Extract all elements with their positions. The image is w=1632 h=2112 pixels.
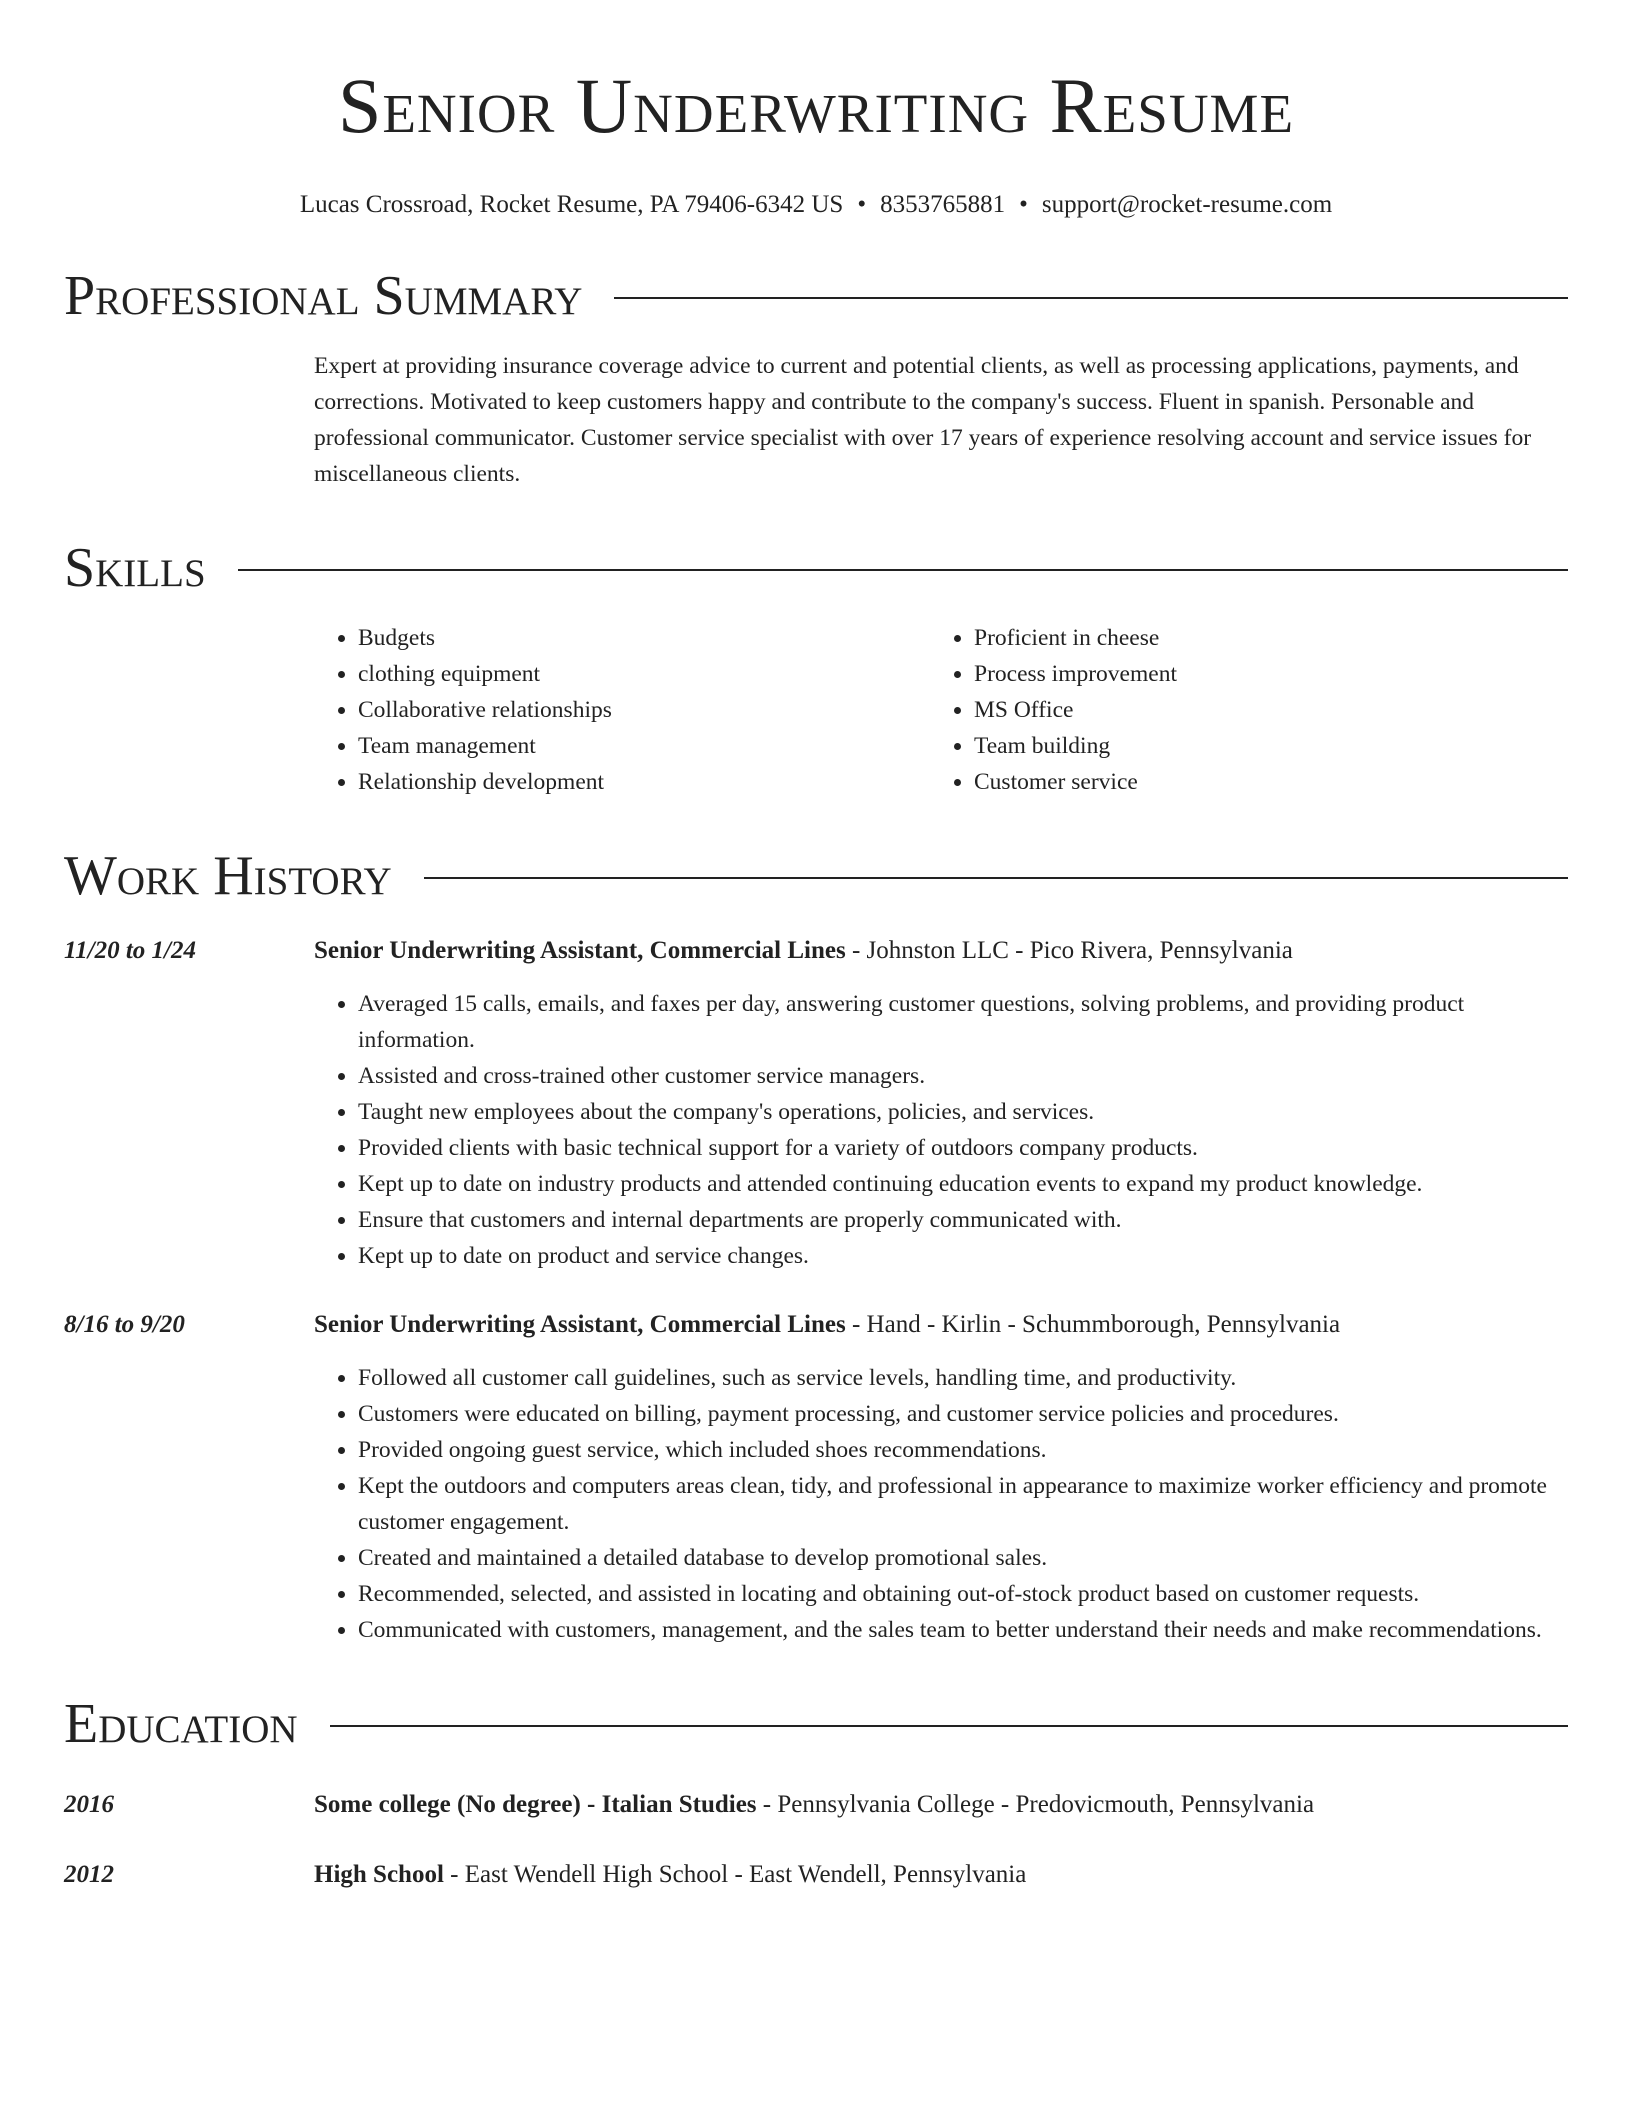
contact-separator: • [1019, 191, 1028, 218]
job-bullet: • Ensure that customers and internal departments are properly communicated with. [358, 1202, 1568, 1238]
job-bullet: • Taught new employees about the company's operations, policies, and services. [358, 1094, 1568, 1130]
skill-item: • Process improvement [974, 656, 1546, 692]
skills-heading: Skills [64, 537, 206, 599]
education-details: - East Wendell High School - East Wendell, Pennsylvania [443, 1861, 1027, 1888]
job-bullet: • Assisted and cross-trained other customer service managers. [358, 1058, 1568, 1094]
job-bullets [314, 986, 1568, 1274]
skill-item: • MS Office [974, 692, 1546, 728]
education-details: - Pennsylvania College - Predovicmouth, Pennsylvania [756, 1791, 1315, 1818]
summary-text: Expert at providing insurance coverage advice to current and potential clients, as well as processing applications, payments, and corrections. Motivated to keep customers happy and contribute to the company's success. Fluent in spanish. Personable and professional communicator. Customer service specialist with over 17 years of experience resolving account and service issues for miscellaneous clients. [314, 353, 1532, 487]
job-bullet: • Recommended, selected, and assisted in locating and obtaining out-of-stock product based on customer requests. [358, 1576, 1568, 1612]
education-entry [64, 1858, 1568, 1892]
contact-address: Lucas Crossroad, Rocket Resume, PA 79406-6342 US [299, 191, 844, 218]
education-degree: High School [314, 1861, 444, 1888]
skills-section-header [64, 536, 1568, 600]
job-details: - Johnston LLC - Pico Rivera, Pennsylvania [845, 937, 1293, 964]
job-dates: 11/20 to 1/24 [64, 937, 196, 964]
job-dates: 8/16 to 9/20 [64, 1311, 185, 1338]
job-info [314, 934, 1568, 968]
education-section-header [64, 1692, 1568, 1756]
education-info [314, 1858, 1568, 1892]
contact-line [64, 190, 1568, 220]
education-year: 2016 [64, 1791, 114, 1818]
job-bullet: • Communicated with customers, management, and the sales team to better understand their needs and make recommendations. [358, 1612, 1568, 1648]
job-info [314, 1308, 1568, 1342]
section-divider [330, 1725, 1568, 1727]
contact-phone: 8353765881 [880, 191, 1006, 218]
job-bullet: • Kept up to date on product and service changes. [358, 1238, 1568, 1274]
job-header [64, 934, 1568, 968]
job-bullet: • Averaged 15 calls, emails, and faxes per day, answering customer questions, solving problems, and providing product information. [358, 986, 1568, 1058]
job-bullet: • Provided clients with basic technical support for a variety of outdoors company products. [358, 1130, 1568, 1166]
job-title: Senior Underwriting Assistant, Commercial Lines [314, 1311, 846, 1338]
contact-email: support@rocket-resume.com [1041, 191, 1333, 218]
education-heading: Education [64, 1693, 298, 1755]
summary-heading: Professional Summary [64, 265, 583, 327]
resume-title: Senior Underwriting Resume [337, 62, 1295, 149]
skill-item: • Collaborative relationships [358, 692, 930, 728]
skills-column-right [930, 620, 1546, 800]
contact-separator: • [857, 191, 867, 218]
job-header [64, 1308, 1568, 1342]
job-details: - Hand - Kirlin - Schummborough, Pennsylvania [845, 1311, 1341, 1338]
work-section-header [64, 844, 1568, 908]
job-bullet: • Followed all customer call guidelines, such as service levels, handling time, and productivity. [358, 1360, 1568, 1396]
skill-item: • Proficient in cheese [974, 620, 1546, 656]
skills-column-left [314, 620, 930, 800]
skill-item: • Team management [358, 728, 930, 764]
skill-item: • Customer service [974, 764, 1546, 800]
section-divider [238, 569, 1568, 571]
job-bullet: • Provided ongoing guest service, which included shoes recommendations. [358, 1432, 1568, 1468]
job-entry [64, 934, 1568, 1274]
education-degree: Some college (No degree) - Italian Studies [314, 1791, 757, 1818]
job-bullet: • Customers were educated on billing, payment processing, and customer service policies and procedures. [358, 1396, 1568, 1432]
section-divider [614, 297, 1568, 299]
summary-section-header [64, 264, 1568, 328]
skills-list [314, 620, 1568, 800]
education-year: 2012 [64, 1861, 114, 1888]
skill-item: • Team building [974, 728, 1546, 764]
job-bullet: • Kept up to date on industry products and attended continuing education events to expand my product knowledge. [358, 1166, 1568, 1202]
skill-item: • Relationship development [358, 764, 930, 800]
section-divider [424, 877, 1568, 879]
education-entry [64, 1788, 1568, 1822]
skill-item: • Budgets [358, 620, 930, 656]
job-entry [64, 1308, 1568, 1648]
job-bullets [314, 1360, 1568, 1648]
job-bullet: • Created and maintained a detailed database to develop promotional sales. [358, 1540, 1568, 1576]
job-title: Senior Underwriting Assistant, Commercial Lines [314, 937, 846, 964]
education-info [314, 1788, 1568, 1822]
job-bullet: • Kept the outdoors and computers areas clean, tidy, and professional in appearance to maximize worker efficiency and promote customer engagement. [358, 1468, 1568, 1540]
skill-item: • clothing equipment [358, 656, 930, 692]
work-heading: Work History [64, 845, 392, 907]
